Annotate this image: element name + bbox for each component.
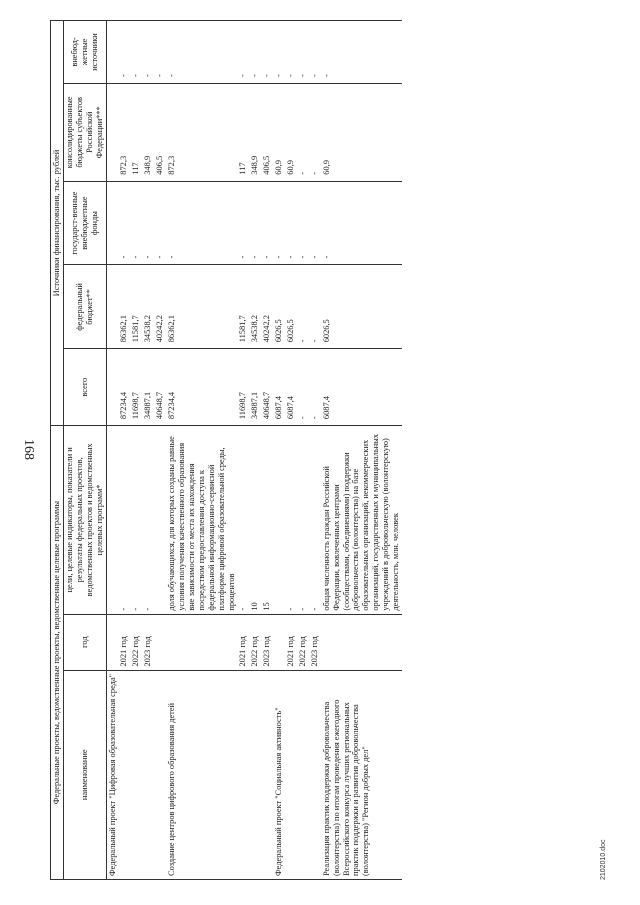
cell-year: 2021 год	[118, 614, 130, 670]
cell-name	[154, 670, 166, 879]
file-name-footer: 2102010.doc	[600, 839, 607, 880]
page-number-text: 168	[21, 439, 36, 461]
table-row	[285, 21, 297, 880]
cell-state: -	[130, 181, 142, 265]
table-row	[154, 21, 166, 880]
table-row	[261, 21, 273, 880]
cell-total: 40648,7	[154, 349, 166, 426]
cell-extra: -	[166, 21, 237, 84]
cell-year: 2021 год	[237, 614, 249, 670]
cell-target: 15	[261, 426, 273, 615]
cell-state: -	[309, 181, 321, 265]
cell-regional: 872,3	[166, 83, 237, 181]
cell-extra: -	[285, 21, 297, 84]
cell-target	[106, 426, 118, 615]
cell-state: -	[297, 181, 309, 265]
cell-regional: 60,9	[273, 83, 285, 181]
cell-federal: 6026,5	[321, 265, 402, 349]
cell-name	[118, 670, 130, 879]
column-header-year: год	[63, 614, 106, 670]
cell-total: 11698,7	[237, 349, 249, 426]
cell-regional: 117	[130, 83, 142, 181]
cell-extra: -	[142, 21, 154, 84]
cell-total: 6087,4	[273, 349, 285, 426]
table-row	[297, 21, 309, 880]
cell-state: -	[118, 181, 130, 265]
column-header-extrabudget: внебюд-жетные источники	[63, 21, 106, 84]
funding-table	[50, 20, 402, 880]
cell-year	[106, 614, 118, 670]
table-row	[142, 21, 154, 880]
cell-state	[106, 181, 118, 265]
cell-year	[321, 614, 402, 670]
cell-state: -	[249, 181, 261, 265]
table-row	[321, 21, 402, 880]
cell-regional: 117	[237, 83, 249, 181]
cell-name	[309, 670, 321, 879]
table-row	[166, 21, 237, 880]
cell-state: -	[237, 181, 249, 265]
cell-federal: 11581,7	[130, 265, 142, 349]
table-row	[273, 21, 285, 880]
cell-extra: -	[154, 21, 166, 84]
cell-year: 2021 год	[285, 614, 297, 670]
cell-extra	[106, 21, 118, 84]
cell-federal: 86362,1	[166, 265, 237, 349]
cell-federal: 86362,1	[118, 265, 130, 349]
cell-total: 40648,7	[261, 349, 273, 426]
cell-federal: 6026,5	[285, 265, 297, 349]
cell-extra: -	[118, 21, 130, 84]
cell-extra: -	[273, 21, 285, 84]
cell-total: 11698,7	[130, 349, 142, 426]
cell-year: 2023 год	[261, 614, 273, 670]
cell-federal: 34538,2	[249, 265, 261, 349]
cell-name	[130, 670, 142, 879]
cell-regional: 348,9	[249, 83, 261, 181]
column-header-name: наименование	[63, 670, 106, 879]
cell-year	[154, 614, 166, 670]
cell-target	[273, 426, 285, 615]
cell-federal: 6026,5	[273, 265, 285, 349]
cell-year: 2023 год	[142, 614, 154, 670]
column-header-federal: федеральный бюджет**	[63, 265, 106, 349]
cell-extra: -	[309, 21, 321, 84]
cell-target: -	[142, 426, 154, 615]
cell-target: -	[297, 426, 309, 615]
cell-total: 6087,4	[321, 349, 402, 426]
cell-target: -	[118, 426, 130, 615]
column-header-state-funds: государст-венные внебюджетные фонды	[63, 181, 106, 265]
cell-name	[261, 670, 273, 879]
cell-target: -	[130, 426, 142, 615]
cell-name: Федеральный проект "Цифровая образовательная среда"	[106, 670, 118, 879]
cell-extra: -	[297, 21, 309, 84]
cell-federal	[106, 265, 118, 349]
cell-extra: -	[237, 21, 249, 84]
cell-regional: -	[309, 83, 321, 181]
cell-total: 6087,4	[285, 349, 297, 426]
cell-year: 2022 год	[297, 614, 309, 670]
cell-target: -	[309, 426, 321, 615]
cell-state: -	[142, 181, 154, 265]
page-number	[18, 20, 36, 880]
cell-name	[142, 670, 154, 879]
header-projects-group: Федеральные проекты, ведомственные проекты, ведомственные целевые программы	[51, 426, 64, 880]
cell-target: -	[285, 426, 297, 615]
cell-name	[285, 670, 297, 879]
cell-target	[154, 426, 166, 615]
table-row	[106, 21, 118, 880]
cell-year	[166, 614, 237, 670]
cell-federal: 11581,7	[237, 265, 249, 349]
cell-extra: -	[261, 21, 273, 84]
cell-extra: -	[249, 21, 261, 84]
cell-target: общая численность граждан Российской Федерации, вовлеченных центрами (сообществами, объединениями) поддержки добровольчества (волонтерства) на базе образовательных организаций, некоммерческих организаций, государственных и муниципальных учреждений в добровольческую (волонтерскую) деятельность, млн. человек	[321, 426, 402, 615]
cell-total: -	[309, 349, 321, 426]
table-row	[118, 21, 130, 880]
cell-name	[237, 670, 249, 879]
cell-total: 34887,1	[249, 349, 261, 426]
cell-state: -	[154, 181, 166, 265]
cell-regional: 406,5	[154, 83, 166, 181]
cell-extra: -	[321, 21, 402, 84]
cell-year: 2022 год	[130, 614, 142, 670]
cell-target: 10	[249, 426, 261, 615]
cell-target: доля обучающихся, для которых созданы равные условия получения качественного образования вне зависимости от места их нахождения посредством предоставления доступа к федеральной информационно-сервисной платформе цифровой образовательной среды, процентов	[166, 426, 237, 615]
cell-state: -	[321, 181, 402, 265]
cell-total: -	[297, 349, 309, 426]
cell-extra: -	[130, 21, 142, 84]
cell-regional	[106, 83, 118, 181]
cell-year: 2023 год	[309, 614, 321, 670]
cell-federal: 40242,2	[261, 265, 273, 349]
cell-state: -	[261, 181, 273, 265]
cell-regional: 406,5	[261, 83, 273, 181]
cell-name	[249, 670, 261, 879]
cell-federal: -	[309, 265, 321, 349]
cell-federal: 40242,2	[154, 265, 166, 349]
cell-name: Федеральный проект "Социальная активность"	[273, 670, 285, 879]
cell-year: 2022 год	[249, 614, 261, 670]
cell-federal: -	[297, 265, 309, 349]
cell-total: 34887,1	[142, 349, 154, 426]
cell-federal: 34538,2	[142, 265, 154, 349]
cell-regional: -	[297, 83, 309, 181]
rotated-content	[20, 20, 620, 880]
cell-state: -	[273, 181, 285, 265]
table-row	[309, 21, 321, 880]
table-row	[237, 21, 249, 880]
cell-total: 87234,4	[118, 349, 130, 426]
column-header-total: всего	[63, 349, 106, 426]
table-row	[130, 21, 142, 880]
cell-regional: 60,9	[285, 83, 297, 181]
cell-state: -	[285, 181, 297, 265]
cell-name: Создание центров цифрового образования детей	[166, 670, 237, 879]
cell-regional: 60,9	[321, 83, 402, 181]
column-header-targets: цели, целевые индикаторы, показатели и результаты федеральных проектов, ведомственных проектов и ведомственных целевых программ*	[63, 426, 106, 615]
cell-regional: 348,9	[142, 83, 154, 181]
cell-total	[106, 349, 118, 426]
table-body	[106, 21, 402, 880]
cell-state: -	[166, 181, 237, 265]
cell-year	[273, 614, 285, 670]
table-row	[249, 21, 261, 880]
cell-regional: 872,3	[118, 83, 130, 181]
cell-total: 87234,4	[166, 349, 237, 426]
cell-name: Реализация практик поддержки добровольчества (волонтерства) по итогам проведения ежегодного Всероссийского конкурса лучших региональных практик поддержки и развития добровольчества (волонтерства) "Регион добрых дел"	[321, 670, 402, 879]
cell-target: -	[237, 426, 249, 615]
cell-name	[297, 670, 309, 879]
column-header-regional: консолидированные бюджеты субъектов Российской Федерации***	[63, 83, 106, 181]
header-funding-group: Источники финансирования, тыс. рублей	[51, 21, 64, 426]
